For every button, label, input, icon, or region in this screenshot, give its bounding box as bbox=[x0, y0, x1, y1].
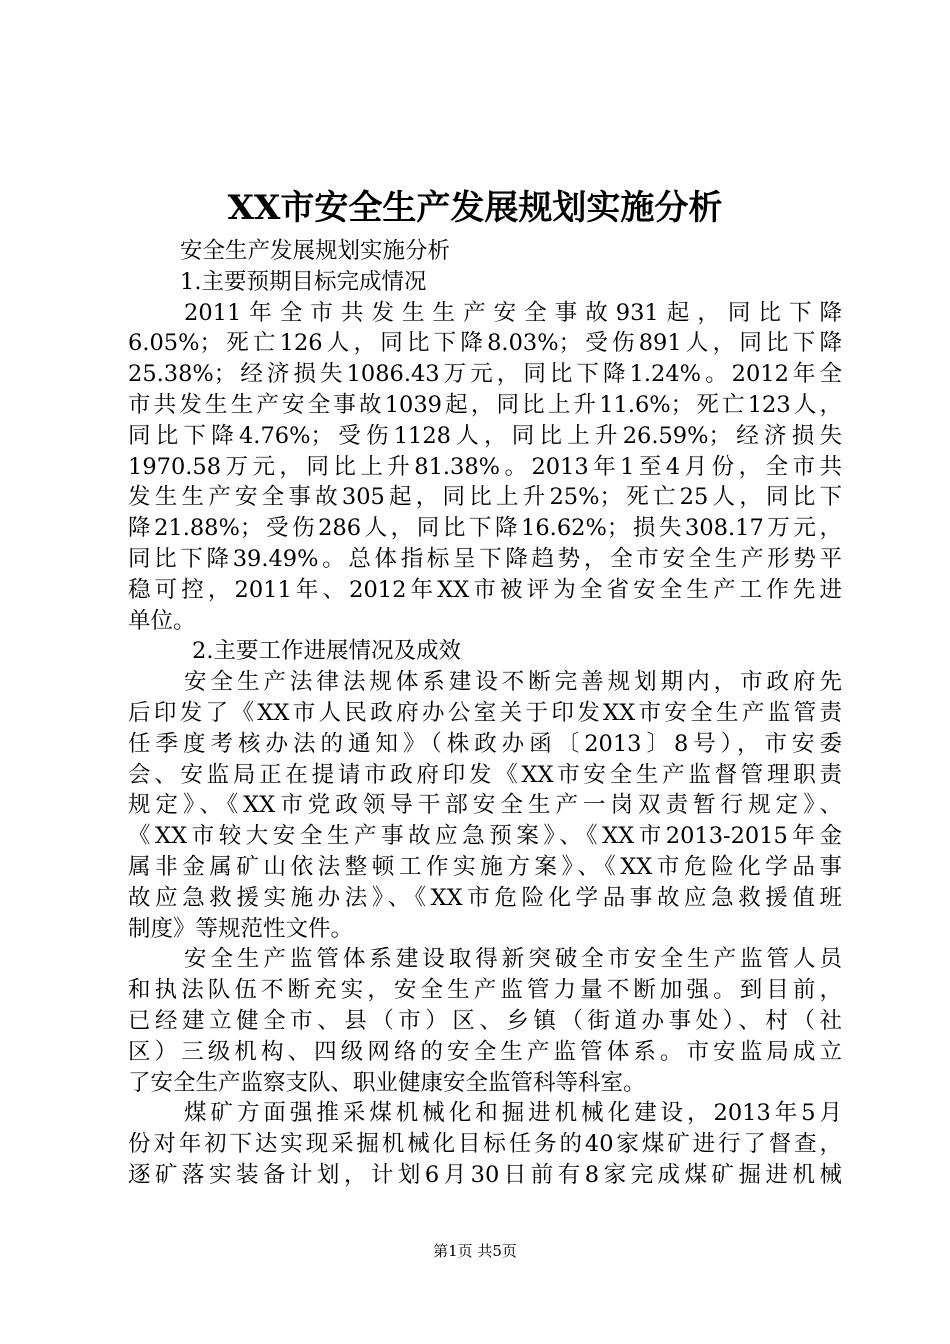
paragraph-line: 安全生产法律法规体系建设不断完善规划期内，市政府先 bbox=[184, 669, 842, 696]
paragraph-line: 会、安监局正在提请市政府印发《XX市安全生产监督管理职责 bbox=[128, 761, 842, 788]
document-body bbox=[128, 236, 842, 1191]
paragraph-line: 同比下降4.76%；受伤1128人，同比上升26.59%；经济损失 bbox=[128, 422, 842, 449]
paragraph-line: 任季度考核办法的通知》（株政办函〔2013〕8号），市安委 bbox=[128, 730, 842, 757]
paragraph-line: 份对年初下达实现采掘机械化目标任务的40家煤矿进行了督查， bbox=[128, 1131, 842, 1158]
paragraph-line: 同比下降39.49%。总体指标呈下降趋势，全市安全生产形势平 bbox=[128, 545, 842, 572]
paragraph-line: 市共发生生产安全事故1039起，同比上升11.6%；死亡123人， bbox=[128, 391, 842, 418]
section-heading: 2.主要工作进展情况及成效 bbox=[192, 638, 461, 665]
document-title: XX市安全生产发展规划实施分析 bbox=[227, 188, 723, 228]
section-heading: 安全生产发展规划实施分析 bbox=[180, 238, 451, 264]
paragraph-line: 稳可控，2011年、2012年XX市被评为全省安全生产工作先进 bbox=[128, 576, 842, 603]
paragraph-line: 单位。 bbox=[128, 607, 196, 634]
paragraph-line: 25.38%；经济损失1086.43万元，同比下降1.24%。2012年全 bbox=[128, 361, 842, 388]
paragraph-line: 属非金属矿山依法整顿工作实施方案》、《XX市危险化学品事 bbox=[128, 853, 842, 880]
paragraph-line: 和执法队伍不断充实，安全生产监管力量不断加强。到目前， bbox=[128, 977, 842, 1004]
paragraph-line: 了安全生产监察支队、职业健康安全监管科等科室。 bbox=[128, 1069, 646, 1096]
paragraph-line: 故应急救援实施办法》、《XX市危险化学品事故应急救援值班 bbox=[128, 884, 842, 911]
paragraph-line: 1970.58万元，同比上升81.38%。2013年1至4月份，全市共 bbox=[128, 453, 842, 480]
page-number-footer: 第1页 共5页 bbox=[433, 1242, 517, 1260]
paragraph-line: 发生生产安全事故305起，同比上升25%；死亡25人，同比下 bbox=[128, 484, 842, 511]
paragraph-line: 2011年全市共发生生产安全事故931起，同比下降 bbox=[184, 299, 842, 326]
paragraph-line: 逐矿落实装备计划，计划6月30日前有8家完成煤矿掘进机械 bbox=[128, 1161, 842, 1188]
paragraph-line: 后印发了《XX市人民政府办公室关于印发XX市安全生产监管责 bbox=[128, 699, 842, 726]
paragraph-line: 《XX市较大安全生产事故应急预案》、《XX市2013-2015年金 bbox=[128, 823, 842, 850]
section-heading: 1.主要预期目标完成情况 bbox=[180, 268, 427, 295]
paragraph-line: 区）三级机构、四级网络的安全生产监管体系。市安监局成立 bbox=[128, 1038, 842, 1065]
paragraph-line: 6.05%；死亡126人，同比下降8.03%；受伤891人，同比下降 bbox=[128, 330, 842, 357]
paragraph-line: 煤矿方面强推采煤机械化和掘进机械化建设，2013年5月 bbox=[184, 1100, 842, 1127]
paragraph-line: 已经建立健全市、县（市）区、乡镇（街道办事处）、村（社 bbox=[128, 1007, 842, 1034]
paragraph-line: 安全生产监管体系建设取得新突破全市安全生产监管人员 bbox=[184, 946, 842, 973]
paragraph-line: 制度》等规范性文件。 bbox=[128, 915, 354, 942]
paragraph-line: 降21.88%；受伤286人，同比下降16.62%；损失308.17万元， bbox=[128, 515, 842, 542]
paragraph-line: 规定》、《XX市党政领导干部安全生产一岗双责暂行规定》、 bbox=[128, 792, 842, 819]
